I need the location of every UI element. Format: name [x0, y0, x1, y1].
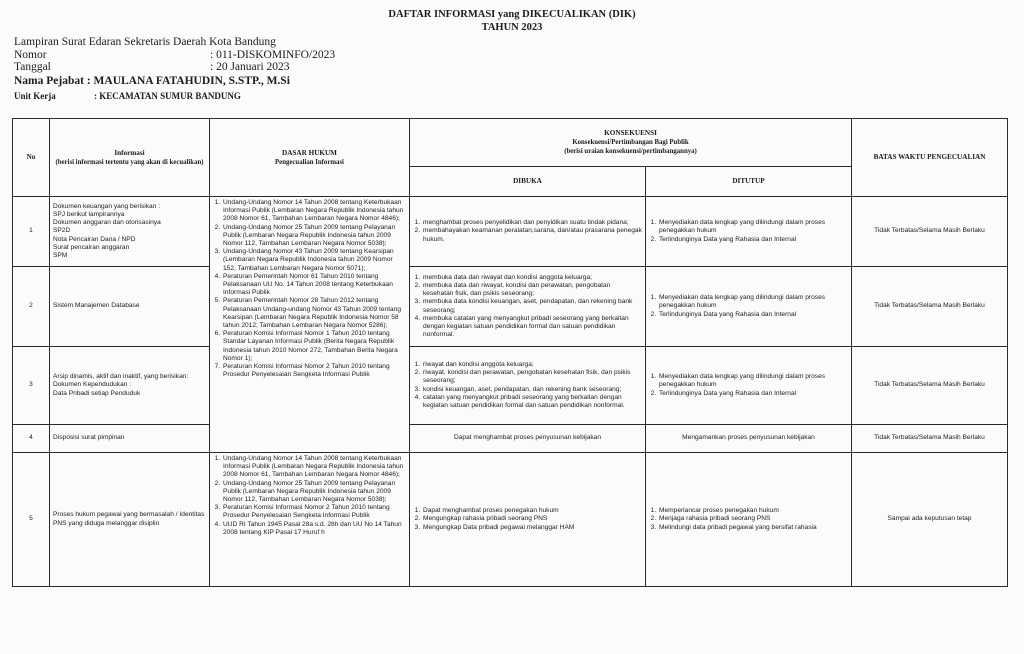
row-ditutup — [646, 453, 852, 587]
row-ditutup — [646, 347, 852, 425]
list-item: 1. riwayat dan kondisi anggota keluarga; — [422, 361, 642, 369]
list-item: 1. Undang-Undang Nomor 14 Tahun 2008 tentang Keterbukaan Informasi Publik (Lembaran Negara Republik Indonesia tahun 2008 Nomor 61, Tambahan Lembaran Negara Nomor 4846); — [222, 199, 406, 224]
row-no: 1 — [13, 197, 50, 267]
list-item: 3. Melindungi data pribadi pegawai yang bersifat rahasia — [658, 524, 848, 532]
header-no: No — [13, 119, 50, 197]
header-dasar-sub: Pengecualian Informasi — [275, 158, 344, 166]
row-no: 2 — [13, 267, 50, 347]
list-item: 2. riwayat, kondisi dan perawatan, pengobatan kesehatan fisik, dan psikis seseorang; — [422, 369, 642, 385]
header-konsekuensi-sub1: Konsekuensi/Pertimbangan Bagi Publik — [572, 139, 689, 146]
list-item: SPJ berikut lampirannya — [53, 210, 125, 218]
lampiran-line — [14, 36, 335, 49]
row-batas: Tidak Terbatas/Selama Masih Berlaku — [852, 425, 1008, 453]
list-item: 2. Mengungkap rahasia pribadi seorang PNS — [422, 515, 642, 523]
list-item: Disposisi surat pimpinan — [53, 434, 125, 442]
header-ditutup: DITUTUP — [646, 167, 852, 197]
row-batas: Tidak Terbatas/Selama Masih Berlaku — [852, 197, 1008, 267]
list-item: 3. Peraturan Komisi Informasi Nomor 2 Tahun 2010 tentang Prosedur Penyelesaian Sengketa Informasi Publik — [222, 504, 406, 520]
list-item: 5. Peraturan Pemerintah Nomor 28 Tahun 2012 tentang Pelaksanaan Undang-undang Nomor 43 Tahun 2009 tentang Kearsipan (Lembaran Negara Republik Indonesia Nomor 58 tahun 2012; Tambahan Lembaran Negara Nomor 5286); — [222, 297, 406, 330]
list-item: 2. Terlindunginya Data yang Rahasia dan Internal — [658, 390, 848, 398]
document-title — [0, 8, 1024, 34]
row-dibuka: Dapat menghambat proses penyusunan kebijakan — [410, 425, 646, 453]
list-item: 2. membuka data dan riwayat, kondisi dan perawatan, pengobatan kesehatan fisik, dan psikis seseorang; — [422, 282, 642, 298]
header-informasi-sub: (berisi informasi tertentu yang akan di kecualikan) — [55, 158, 204, 166]
pejabat-label: Nama Pejabat — [14, 74, 84, 87]
list-item: Dokumen anggaran dan otorisasinya — [53, 219, 161, 227]
list-item: 1. Dapat menghambat proses penegakan hukum — [422, 507, 642, 515]
list-item: 2. Undang-Undang Nomor 25 Tahun 2009 tentang Pelayanan Publik (Lembaran Negara Republik Indonesia tahun 2009 Nomor 112, Tambahan Lembaran Negara Nomor 5038); — [222, 224, 406, 249]
list-item: 1. Memperlancar proses penegakan hukum — [658, 507, 848, 515]
list-item: 2. Undang-Undang Nomor 25 Tahun 2009 tentang Pelayanan Publik (Lembaran Negara Republik Indonesia tahun 2009 Nomor 112, Tambahan Lembaran Negara Nomor 5038); — [222, 480, 406, 505]
row-informasi — [50, 267, 210, 347]
header-konsekuensi-title: KONSEKUENSI — [604, 129, 657, 137]
row-informasi — [50, 197, 210, 267]
header-informasi-title: Informasi — [114, 148, 145, 157]
table-row — [13, 453, 1008, 587]
list-item: 3. membuka data kondisi keuangan, aset, pendapatan, dan rekening bank seseorang; — [422, 298, 642, 314]
list-item: 1. menghambat proses penyelidikan dan penyidikan suatu tindak pidana; — [422, 219, 642, 227]
header-dasar-title: DASAR HUKUM — [282, 148, 337, 157]
lampiran-text: Lampiran Surat Edaran Sekretaris Daerah Kota Bandung — [14, 36, 276, 48]
nomor-label: Nomor — [14, 48, 47, 61]
list-item: 7. Peraturan Komisi Informasi Nomor 2 Tahun 2010 tentang Prosedur Penyelesaian Sengketa Informasi Publik — [222, 363, 406, 379]
row-no: 5 — [13, 453, 50, 587]
list-item: 1. Menyediakan data lengkap yang dilindungi dalam proses penegakkan hukum — [658, 219, 848, 235]
list-item: 3. Undang-Undang Nomor 43 Tahun 2009 tentang Kearsipan (Lembaran Negara Republik Indonesia tahun 2009 Nomor 152, Tambahan Lembaran Negara Nomor 5071); — [222, 248, 406, 273]
list-item: Dokumen keuangan yang berisikan : — [53, 202, 161, 210]
title-line-2: TAHUN 2023 — [481, 22, 543, 33]
header-row-1 — [13, 119, 1008, 167]
list-item: SPM — [53, 252, 68, 259]
header-konsekuensi-sub2: (berisi uraian konsekuensi/pertimbangannya) — [564, 148, 697, 155]
header-batas: BATAS WAKTU PENGECUALIAN — [852, 119, 1008, 197]
header-konsekuensi — [410, 119, 852, 167]
list-item: 1. membuka data dan riwayat dan kondisi anggota keluarga; — [422, 274, 642, 282]
row-no: 4 — [13, 425, 50, 453]
row-informasi — [50, 347, 210, 425]
list-item: Arsip dinamis, aktif dan inaktif, yang berisikan: — [53, 373, 189, 381]
list-item: Data Pribadi setiap Penduduk — [53, 389, 141, 397]
table-row — [13, 347, 1008, 425]
row-ditutup — [646, 197, 852, 267]
list-item: 1. Undang-Undang Nomor 14 Tahun 2008 tentang Keterbukaan Informasi Publik (Lembaran Negara Republik Indonesia tahun 2008 Nomor 61, Tambahan Lembaran Negara Nomor 4846); — [222, 455, 406, 480]
dik-table — [12, 118, 1008, 587]
table-row — [13, 267, 1008, 347]
list-item: 3. kondisi keuangan, aset, pendapatan, dan rekening bank seseorang; — [422, 386, 642, 394]
header-dibuka: DIBUKA — [410, 167, 646, 197]
list-item: SP2D — [53, 227, 71, 235]
dasar-hukum-block-1 — [210, 197, 410, 453]
header-informasi — [50, 119, 210, 197]
row-informasi — [50, 425, 210, 453]
row-batas: Tidak Terbatas/Selama Masih Berlaku — [852, 267, 1008, 347]
row-dibuka — [410, 347, 646, 425]
list-item: Surat pencairan anggaran — [53, 243, 130, 251]
list-item: 2. Menjaga rahasia pribadi seorang PNS — [658, 515, 848, 523]
list-item: 1. Menyediakan data lengkap yang dilindungi dalam proses penegakkan hukum — [658, 373, 848, 389]
nomor-value: : 011-DISKOMINFO/2023 — [210, 48, 336, 61]
list-item: 4. membuka catatan yang menyangkut pribadi seseorang yang berkaitan dengan kegiatan satuan pendidikan formal dan satuan pendidikan nonformal. — [422, 315, 642, 340]
pejabat-line — [14, 75, 335, 88]
pejabat-value: : MAULANA FATAHUDIN, S.STP., M.Si — [86, 74, 290, 87]
row-informasi — [50, 453, 210, 587]
list-item: 2. Terlindunginya Data yang Rahasia dan Internal — [658, 236, 848, 244]
tanggal-value: : 20 Januari 2023 — [210, 61, 290, 73]
unit-label: Unit Kerja — [14, 91, 56, 101]
table-row — [13, 425, 1008, 453]
document-meta — [14, 36, 335, 103]
row-batas: Tidak Terbatas/Selama Masih Berlaku — [852, 347, 1008, 425]
row-ditutup: Mengamankan proses penyusunan kebijakan — [646, 425, 852, 453]
list-item: 4. UUD RI Tahun 1945 Pasal 28a s.d. 28h dan UU No 14 Tahun 2008 tentang KIP Pasal 17 Huruf h — [222, 521, 406, 537]
list-item: 1. Menyediakan data lengkap yang dilindungi dalam proses penegakkan hukum — [658, 294, 848, 310]
list-item: 4. catatan yang menyangkut pribadi seseorang yang berkaitan dengan kegiatan satuan pendidikan formal dan satuan pendidikan nonformal. — [422, 394, 642, 410]
row-batas: Sampai ada keputusan tetap — [852, 453, 1008, 587]
tanggal-line — [14, 61, 335, 74]
list-item: 2. membahayakan keamanan peralatan,sarana, dan/atau prasarana penegak hukum. — [422, 227, 642, 243]
list-item: Proses hukum pegawai yang bermasalah / Identitas PNS yang diduga melanggar disiplin — [53, 511, 205, 527]
row-no: 3 — [13, 347, 50, 425]
row-dibuka — [410, 453, 646, 587]
nomor-line — [14, 49, 335, 62]
tanggal-label: Tanggal — [14, 61, 51, 73]
table-row — [13, 197, 1008, 267]
row-dibuka — [410, 267, 646, 347]
title-line-1: DAFTAR INFORMASI yang DIKECUALIKAN (DIK) — [388, 9, 636, 20]
dasar-hukum-block-2 — [210, 453, 410, 587]
list-item: Nota Pencairan Dana / NPD — [53, 235, 136, 243]
list-item: Dokumen Kependudukan : — [53, 381, 132, 389]
row-dibuka — [410, 197, 646, 267]
unit-line — [14, 90, 335, 103]
row-ditutup — [646, 267, 852, 347]
list-item: 4. Peraturan Pemerintah Nomor 61 Tahun 2010 tentang Pelaksanaan UU No. 14 Tahun 2008 tentang Keterbukaan Informasi Publik — [222, 273, 406, 298]
list-item: 3. Mengungkap Data pribadi pegawai melanggar HAM — [422, 524, 642, 532]
list-item: 2. Terlindunginya Data yang Rahasia dan Internal — [658, 311, 848, 319]
unit-value: : KECAMATAN SUMUR BANDUNG — [94, 91, 241, 101]
list-item: 6. Peraturan Komisi Informasi Nomor 1 Tahun 2010 tentang Standar Layanan Informasi Publik (Berita Negara Republik Indonesia tahun 2010 Nomor 272, Tambahan Berita Negara Nomor 1); — [222, 330, 406, 363]
header-dasar — [210, 119, 410, 197]
list-item: Sistem Manajemen Database — [53, 302, 140, 310]
